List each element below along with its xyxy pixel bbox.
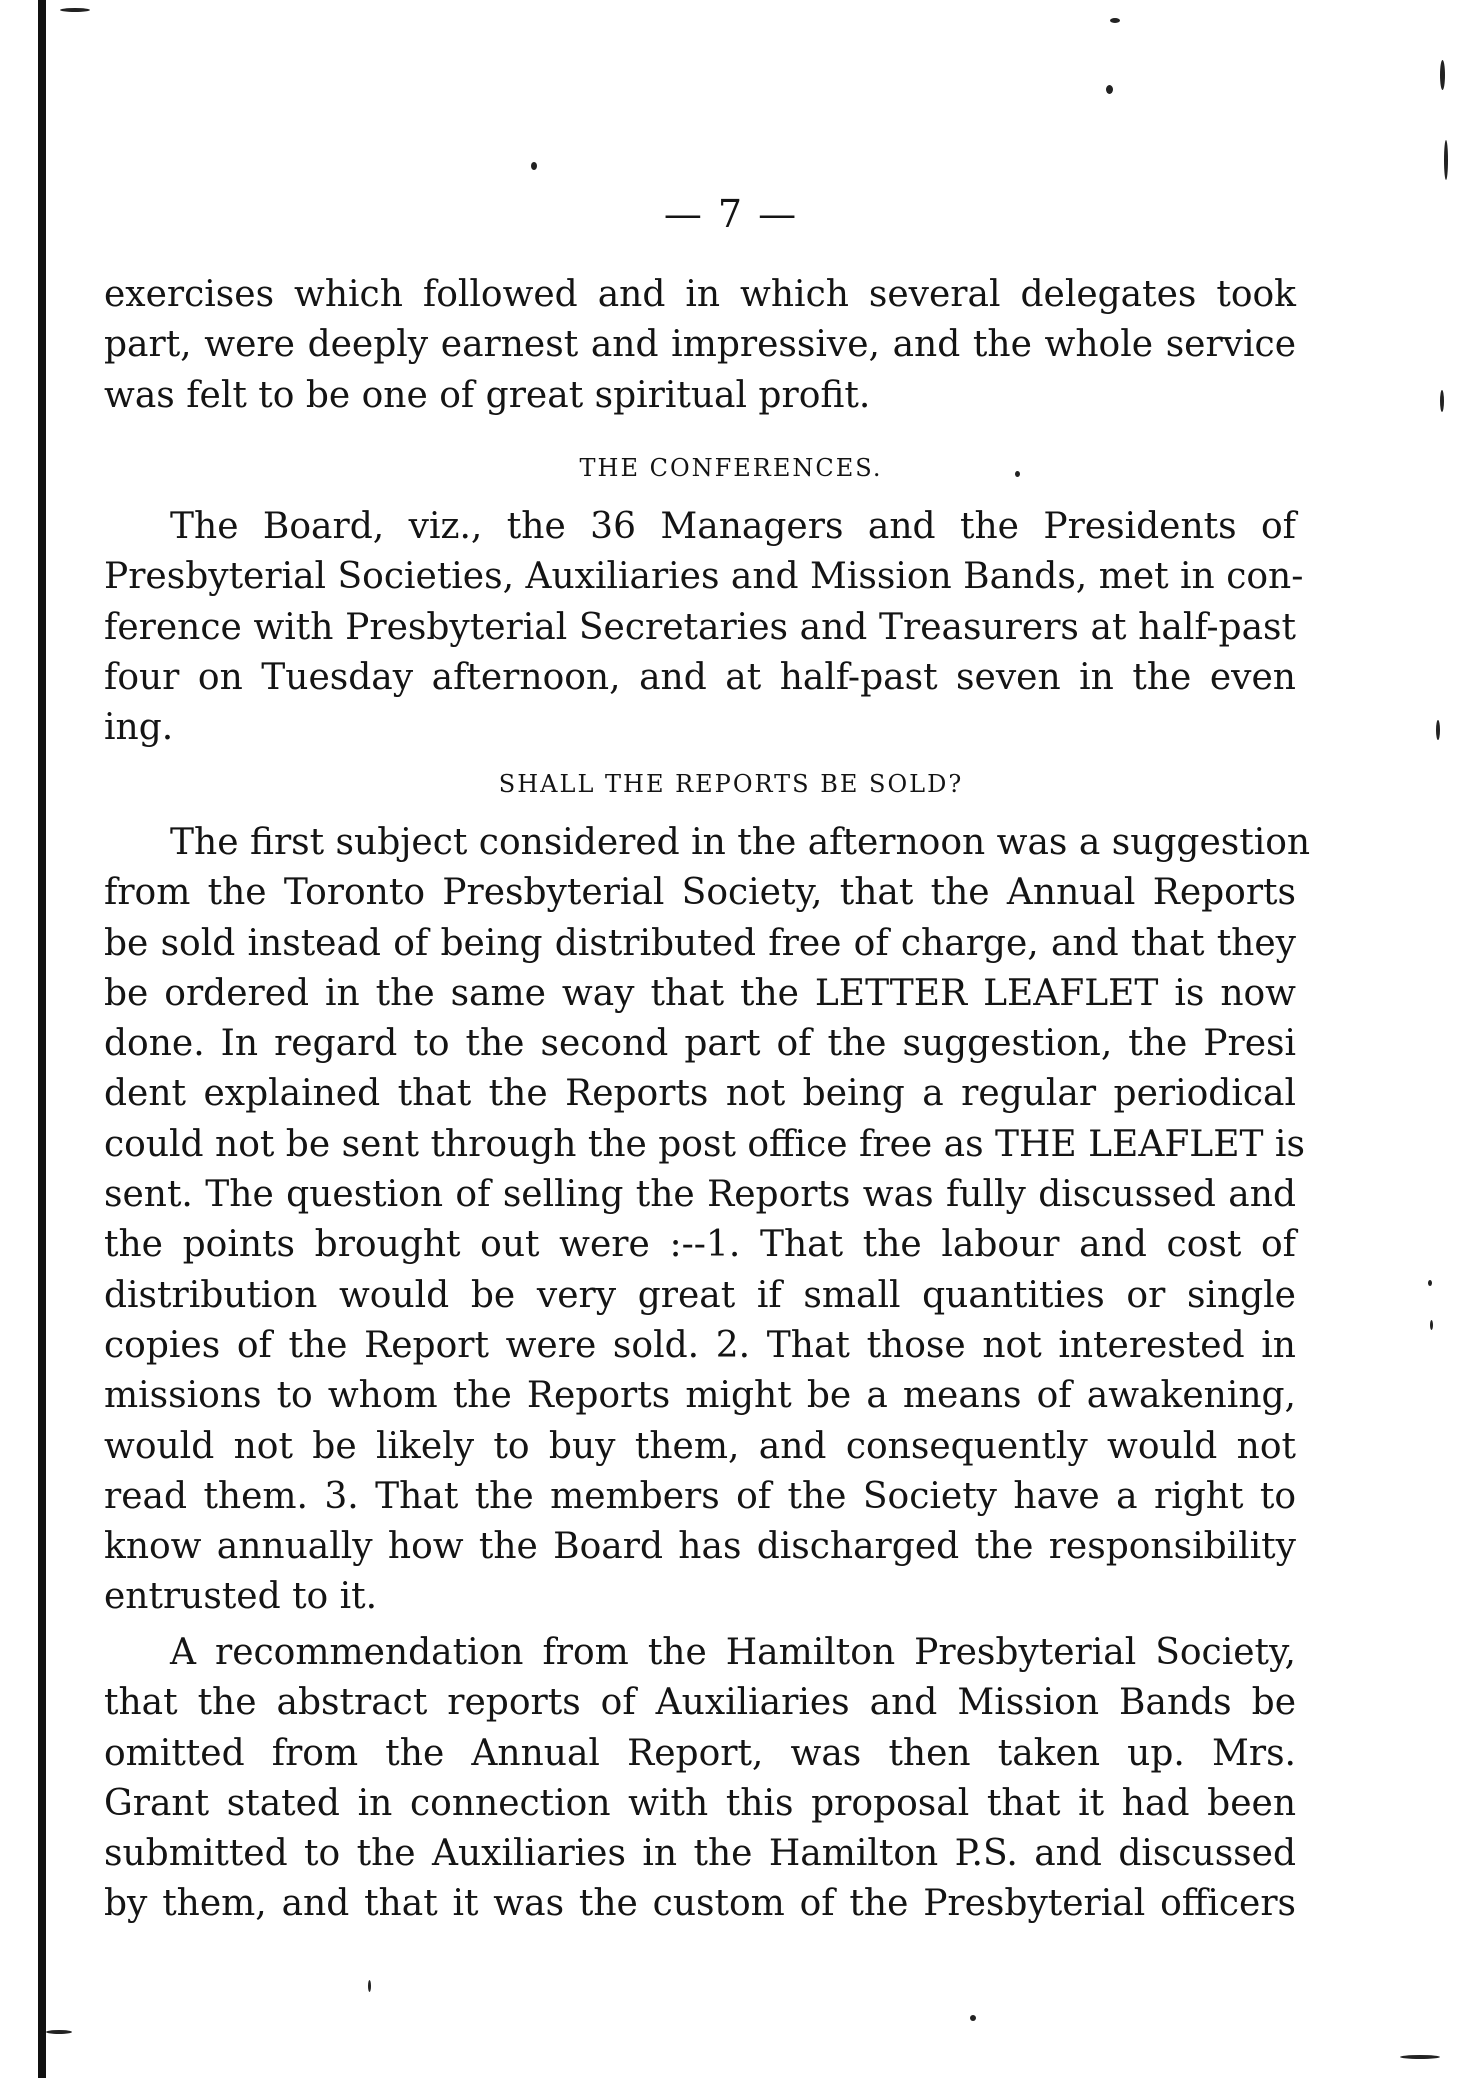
text-line: that the abstract reports of Auxiliaries and Mission Bands be [104, 1682, 1296, 1724]
scan-speck [1106, 85, 1113, 94]
scan-speck [1440, 60, 1445, 90]
text-line: submitted to the Auxiliaries in the Hamilton P.S. and discussed [104, 1833, 1296, 1875]
scan-speck [1436, 720, 1440, 740]
text-line: could not be sent through the post office free as THE LEAFLET is [104, 1123, 1305, 1165]
section-heading-reports: SHALL THE REPORTS BE SOLD? [498, 770, 964, 798]
scan-speck [46, 2030, 72, 2034]
text-line: copies of the Report were sold. 2. That those not interested in [104, 1324, 1296, 1366]
text-line: was felt to be one of great spiritual profit. [104, 374, 871, 416]
paragraph-board [104, 502, 1304, 753]
text-line: omitted from the Annual Report, was then taken up. Mrs. [104, 1732, 1296, 1774]
text-line: know annually how the Board has discharged the responsibility [104, 1526, 1296, 1568]
scan-speck [1400, 2055, 1440, 2059]
scan-speck [1428, 1280, 1432, 1286]
text-line: missions to whom the Reports might be a means of awakening, [104, 1375, 1296, 1417]
text-line: exercises which followed and in which several delegates took [104, 274, 1296, 315]
scan-speck [1444, 140, 1448, 180]
page-number: — 7 — [663, 192, 799, 236]
text-line: by them, and that it was the custom of the Presbyterial officers [104, 1883, 1296, 1925]
text-line: part, were deeply earnest and impressive, and the whole service [104, 324, 1296, 366]
text-line: Grant stated in connection with this proposal that it had been [104, 1782, 1296, 1824]
text-line: be sold instead of being distributed free of charge, and that they [104, 922, 1296, 964]
text-line: read them. 3. That the members of the Society have a right to [104, 1475, 1296, 1517]
text-line: distribution would be very great if small quantities or single [104, 1274, 1296, 1316]
text-line: would not be likely to buy them, and consequently would not [104, 1425, 1296, 1467]
text-line: from the Toronto Presbyterial Society, that the Annual Reports [104, 872, 1296, 914]
scan-speck [1440, 390, 1444, 412]
scan-speck [368, 1980, 371, 1992]
paragraph-continued [104, 270, 1296, 421]
scan-speck [1430, 1320, 1433, 1330]
section-heading-conferences: THE CONFERENCES. [579, 454, 883, 482]
text-line: be ordered in the same way that the LETTER LEAFLET is now [104, 972, 1296, 1014]
text-line: The Board, viz., the 36 Managers and the Presidents of [170, 506, 1296, 547]
scan-speck [1110, 18, 1120, 23]
text-line: The first subject considered in the afternoon was a suggestion [170, 822, 1311, 863]
text-line: entrusted to it. [104, 1576, 378, 1618]
text-line: sent. The question of selling the Reports was fully discussed and [104, 1174, 1296, 1216]
scan-speck [60, 8, 90, 12]
text-line: done. In regard to the second part of the suggestion, the Presi [104, 1023, 1296, 1065]
text-line: four on Tuesday afternoon, and at half-past seven in the even [104, 656, 1296, 698]
paragraph-recommendation [104, 1628, 1296, 1930]
text-line: A recommendation from the Hamilton Presbyterial Society, [170, 1632, 1296, 1673]
scan-speck [531, 162, 537, 170]
scan-speck [970, 2015, 976, 2021]
text-line: dent explained that the Reports not being a regular periodical [104, 1073, 1296, 1115]
scan-border [38, 0, 46, 2078]
text-line: Presbyterial Societies, Auxiliaries and Mission Bands, met in con- [104, 556, 1304, 598]
text-line: the points brought out were :--1. That the labour and cost of [104, 1224, 1296, 1266]
paragraph-reports [104, 818, 1311, 1623]
text-line: ing. [104, 707, 174, 749]
text-line: ference with Presbyterial Secretaries and Treasurers at half-past [104, 606, 1296, 648]
